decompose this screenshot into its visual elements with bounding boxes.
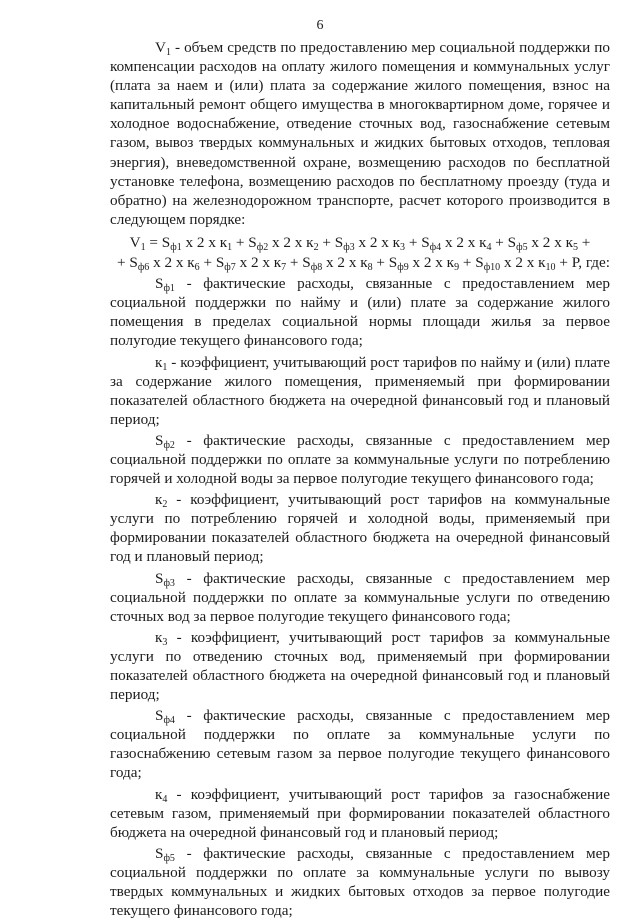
formula-eq: = [145,233,162,251]
formula-lhs-sub: 1 [140,241,146,253]
definition-symbol: к [155,491,163,509]
definition-symbol: к [155,353,163,371]
intro-symbol: V [155,39,166,56]
definition-paragraph [110,706,610,782]
definition-subscript: ф5 [163,852,175,864]
formula-subscript: ф4 [429,241,442,253]
formula-subscript: ф7 [224,262,236,274]
formula-text: х 2 х к [408,254,455,272]
formula-symbol: S [388,254,398,272]
formula-text: + [232,233,249,251]
formula-subscript: ф3 [343,241,355,253]
formula-text: + [491,233,508,251]
formula-subscript: 4 [486,241,492,253]
formula-text: + [116,254,130,272]
formula-text: + [577,233,591,251]
formula-subscript: 7 [281,262,287,274]
formula-line-1 [110,233,610,252]
formula-subscript: ф8 [310,262,323,274]
definition-text: - коэффициент, учитывающий рост тарифов за коммунальные услуги по отведению сточных вод, применяемый при формировании показателей областного бюджета на очередной финансовый год и плановый период; [110,628,610,704]
definition-paragraph [110,844,610,920]
formula-subscript: ф2 [256,241,269,253]
intro-paragraph [110,38,610,229]
formula-text: + [405,233,422,251]
definition-subscript: 2 [162,499,168,511]
formula-text: + [459,254,476,272]
formula-subscript: ф5 [516,241,528,253]
formula-subscript: 8 [367,262,373,274]
formula-symbol: S [302,254,311,272]
formula-text: + Р, где: [555,254,610,272]
formula-text: + [286,254,303,272]
definition-subscript: 3 [162,636,168,648]
formula-text: х 2 х к [181,233,228,251]
definition-symbol: к [155,628,163,646]
definition-symbol: S [155,431,164,449]
definition-text: - коэффициент, учитывающий рост тарифов за газоснабжение сетевым газом, применяемый при формировании показателей областного бюджета на очередной финансовый год и плановый период; [110,785,610,841]
definition-subscript: ф1 [163,283,175,295]
definition-symbol: S [155,844,164,862]
definition-subscript: ф3 [163,577,175,589]
formula-subscript: 3 [400,241,406,253]
formula-text: х 2 х к [441,233,487,251]
definition-text: - фактические расходы, связанные с предоставлением мер социальной поддержки по оплате за коммунальные услуги по потреблению горячей и холодной воды за первое полугодие текущего финансового года; [110,431,610,488]
definition-symbol: S [155,275,164,293]
definition-text: - коэффициент, учитывающий рост тарифов по найму и (или) плате за содержание жилого помещения, применяемый при формировании показателей областного бюджета на очередной финансовый год и плановый период; [110,353,610,428]
definition-text: - фактические расходы, связанные с предоставлением мер социальной поддержки по оплате за коммунальные услуги по газоснабжению сетевым газом за первое полугодие текущего финансового года; [110,707,610,782]
formula-text: х 2 х к [527,233,573,251]
formula-subscript: ф9 [397,262,409,274]
formula-lhs: V [129,233,141,251]
definition-subscript: 1 [162,361,168,373]
formula-subscript: 9 [454,262,460,274]
intro-text: - объем средств по предоставлению мер социальной поддержки по компенсации расходов на оплату жилого помещения и коммунальных услуг (плата за наем и (или) плата за содержание жилого помещения, взнос на капитальный ремонт общего имущества в многоквартирном доме, горячее и холодное водоснабжение, отведение сточных вод, газоснабжение сетевым газом, вывоз твердых коммунальных и жидких бытовых отходов, тепловая энергия), вневедомственной охране, возмещению расходов по бесплатной установке телефона, возмещению расходов по бесплатному проезду (туда и обратно) на железнодорожном транспорте, расчет которого производится в следующем порядке: [110,39,610,228]
formula-text: х 2 х к [235,254,282,272]
definition-text: - фактические расходы, связанные с предоставлением мер социальной поддержки по оплате за коммунальные услуги по отведению сточных вод за первое полугодие текущего финансового года; [110,569,610,625]
formula-text: х 2 х к [268,233,314,251]
formula-symbol: S [421,233,430,251]
formula-symbol: S [215,254,225,272]
formula-text: х 2 х к [500,254,546,272]
definitions-list [110,274,610,922]
definition-paragraph [110,353,610,429]
formula-symbol: S [475,254,484,272]
definition-subscript: 4 [162,793,168,805]
formula-text: х 2 х к [322,254,368,272]
formula-text: х 2 х к [354,233,401,251]
definition-text: - коэффициент, учитывающий рост тарифов на коммунальные услуги по потреблению горячей и холодной воды, применяемый при формировании показателей областного бюджета на очередной финансовый год и плановый период; [110,491,610,566]
definition-subscript: ф4 [163,715,175,727]
formula-subscript: ф1 [170,241,182,253]
definition-subscript: ф2 [163,439,175,451]
formula-symbol: S [248,233,257,251]
definition-paragraph [110,628,610,704]
formula-subscript: 6 [194,262,200,274]
definition-symbol: к [155,785,163,803]
definition-paragraph [110,569,610,626]
formula-subscript: 5 [572,241,578,253]
formula-symbol: S [129,254,138,272]
definition-symbol: S [155,569,164,587]
document-body [110,38,610,922]
definition-paragraph [110,274,610,350]
definition-paragraph [110,785,610,842]
formula-subscript: 1 [227,241,233,253]
formula-symbol: S [161,233,171,251]
intro-symbol-sub: 1 [165,47,171,58]
formula-subscript: ф10 [483,262,501,274]
formula-line-2 [110,253,610,272]
formula-text: + [199,254,216,272]
formula-text: + [318,233,335,251]
formula-text: + [372,254,389,272]
formula-text: х 2 х к [149,254,195,272]
definition-text: - фактические расходы, связанные с предоставлением мер социальной поддержки по оплате за коммунальные услуги по вывозу твердых коммунальных и жидких бытовых отходов за первое полугодие текущего финансового года; [110,844,610,920]
formula-symbol: S [334,233,344,251]
definition-symbol: S [155,707,164,725]
definition-text: - фактические расходы, связанные с предоставлением мер социальной поддержки по найму и (или) плате за содержание жилого помещения в пределах социальной нормы площади жилья за первое полугодие текущего финансового года; [110,275,610,350]
page-number: 6 [316,18,324,33]
definition-paragraph [110,490,610,566]
formula-subscript: ф6 [137,262,150,274]
formula-symbol: S [507,233,517,251]
formula-subscript: 10 [545,262,556,274]
definition-paragraph [110,431,610,488]
formula-subscript: 2 [313,241,319,253]
